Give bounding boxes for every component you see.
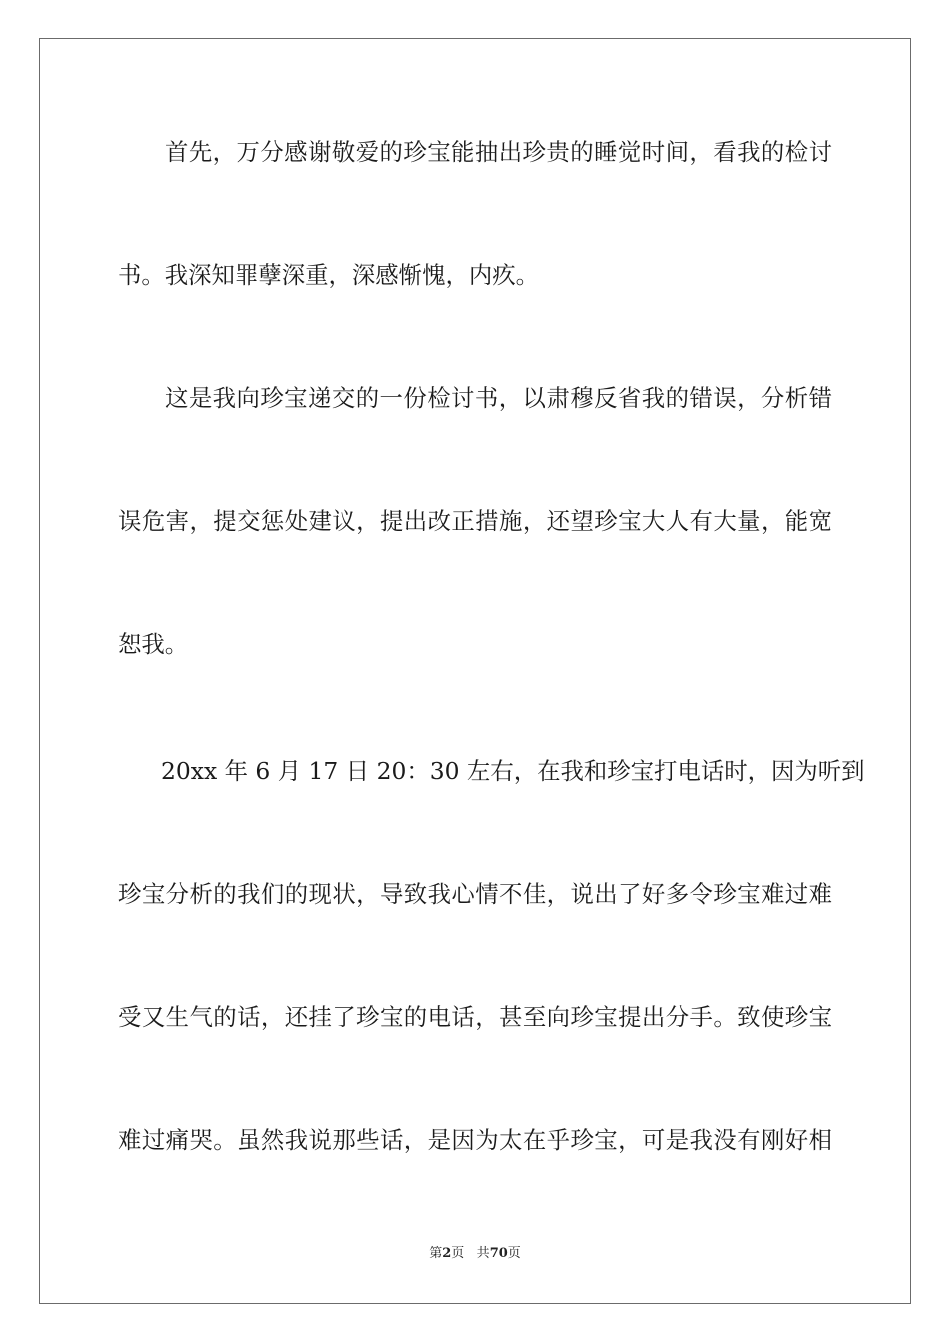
- body-text-line: 首先，万分感谢敬爱的珍宝能抽出珍贵的睡觉时间，看我的检讨: [165, 138, 832, 166]
- page-number: 2: [442, 1246, 452, 1261]
- body-text-line: 误危害，提交惩处建议，提出改正措施，还望珍宝大人有大量，能宽: [118, 507, 832, 535]
- body-text-line: 恕我。: [118, 630, 189, 658]
- total-suffix: 页: [507, 1246, 521, 1261]
- total-prefix: 共: [476, 1246, 490, 1261]
- body-text-line: 这是我向珍宝递交的一份检讨书，以肃穆反省我的错误，分析错: [165, 384, 832, 412]
- body-text-line: 受又生气的话，还挂了珍宝的电话，甚至向珍宝提出分手。致使珍宝: [118, 1003, 832, 1031]
- total-pages: 70: [489, 1246, 508, 1261]
- page-prefix: 第: [429, 1246, 443, 1261]
- body-text-line: 珍宝分析的我们的现状，导致我心情不佳，说出了好多令珍宝难过难: [118, 880, 832, 908]
- page-border: [39, 38, 911, 1304]
- body-text-line: 20xx 年 6 月 17 日 20：30 左右，在我和珍宝打电话时，因为听到: [161, 757, 865, 785]
- body-text-line: 书。我深知罪孽深重，深感惭愧，内疚。: [118, 261, 540, 289]
- page-suffix: 页: [451, 1246, 465, 1261]
- page-footer: [0, 1245, 950, 1263]
- body-text-line: 难过痛哭。虽然我说那些话，是因为太在乎珍宝，可是我没有刚好相: [118, 1126, 832, 1154]
